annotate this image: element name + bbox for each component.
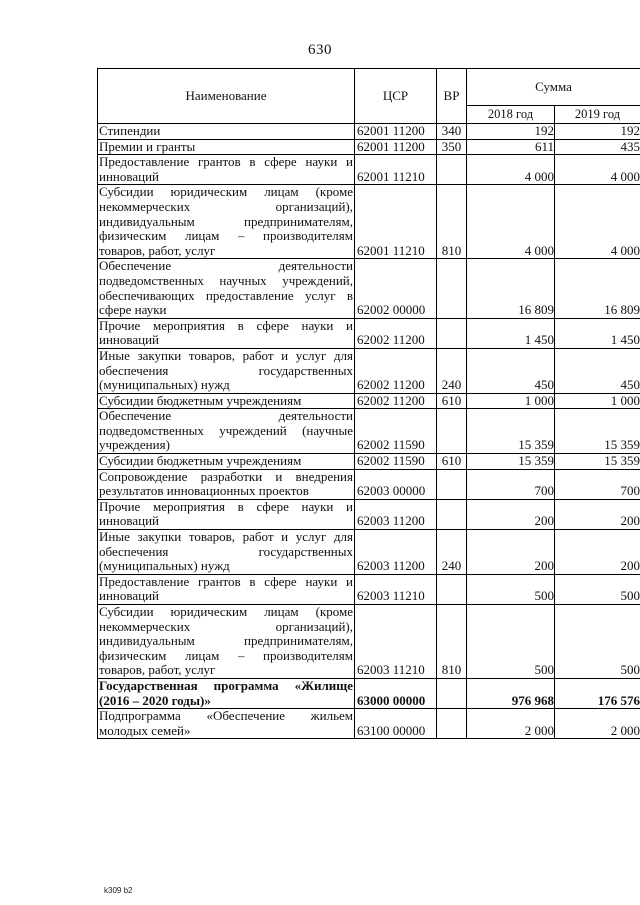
row-vr (437, 409, 467, 454)
row-vr (437, 499, 467, 529)
table-row (98, 530, 640, 575)
row-name: Предоставление грантов в сфере науки и инноваций (99, 154, 353, 184)
row-sum-2019: 4 000 (555, 185, 640, 259)
row-name: Субсидии юридическим лицам (кроме некоммерческих организаций), индивидуальным предпринимателям, физическим лицам – производителям товаров, работ, услуг (99, 184, 353, 258)
row-sum-2018: 611 (467, 139, 555, 155)
row-csr: 62002 11200 (355, 348, 437, 393)
row-sum-2019: 1 450 (555, 318, 640, 348)
row-name: Субсидии бюджетным учреждениям (98, 393, 355, 409)
row-sum-2018: 4 000 (467, 155, 555, 185)
row-vr: 340 (437, 124, 467, 140)
header-name: Наименование (98, 69, 355, 124)
row-sum-2019: 192 (555, 124, 640, 140)
row-sum-2018: 1 000 (467, 393, 555, 409)
row-sum-2019: 450 (555, 348, 640, 393)
row-sum-2019: 4 000 (555, 155, 640, 185)
table-row (98, 469, 640, 499)
row-sum-2019: 200 (555, 530, 640, 575)
row-sum-2018: 200 (467, 530, 555, 575)
footer-code: k309 b2 (104, 886, 133, 895)
budget-table (97, 68, 640, 739)
row-vr: 810 (437, 185, 467, 259)
row-vr (437, 155, 467, 185)
table-row (98, 259, 640, 318)
table-row (98, 678, 640, 708)
row-sum-2018: 976 968 (467, 678, 555, 708)
row-name: Премии и гранты (98, 139, 355, 155)
table-row (98, 393, 640, 409)
row-vr: 610 (437, 393, 467, 409)
row-csr: 62002 11200 (355, 393, 437, 409)
table-row (98, 139, 640, 155)
row-sum-2018: 200 (467, 499, 555, 529)
row-sum-2018: 700 (467, 469, 555, 499)
table-row (98, 155, 640, 185)
table-body (98, 124, 640, 739)
row-csr: 63100 00000 (355, 709, 437, 739)
row-sum-2019: 200 (555, 499, 640, 529)
row-csr: 62001 11200 (355, 139, 437, 155)
row-sum-2019: 500 (555, 574, 640, 604)
header-year-2018: 2018 год (467, 105, 555, 123)
row-sum-2019: 700 (555, 469, 640, 499)
row-name: Прочие мероприятия в сфере науки и инноваций (99, 499, 353, 529)
row-name: Иные закупки товаров, работ и услуг для обеспечения государственных (муниципальных) нужд (99, 348, 353, 393)
row-name: Государственная программа «Жилище (2016 – 2020 годы)» (99, 678, 353, 708)
table-row (98, 454, 640, 470)
row-vr: 240 (437, 348, 467, 393)
table-row (98, 185, 640, 259)
row-csr: 62001 11210 (355, 185, 437, 259)
table-row (98, 409, 640, 454)
row-name: Стипендии (98, 124, 355, 140)
row-sum-2018: 16 809 (467, 259, 555, 318)
row-vr: 240 (437, 530, 467, 575)
table-row (98, 574, 640, 604)
row-csr: 62003 11200 (355, 499, 437, 529)
header-sum: Сумма (467, 69, 640, 106)
table-row (98, 348, 640, 393)
row-sum-2019: 500 (555, 605, 640, 679)
row-sum-2019: 15 359 (555, 454, 640, 470)
row-csr: 62002 00000 (355, 259, 437, 318)
row-sum-2019: 1 000 (555, 393, 640, 409)
row-csr: 62002 11590 (355, 454, 437, 470)
row-sum-2018: 500 (467, 574, 555, 604)
table-row (98, 499, 640, 529)
row-name: Прочие мероприятия в сфере науки и инноваций (99, 318, 353, 348)
table-row (98, 709, 640, 739)
header-csr: ЦСР (355, 69, 437, 124)
row-csr: 62003 11210 (355, 605, 437, 679)
row-sum-2018: 192 (467, 124, 555, 140)
row-name: Подпрограмма «Обеспечение жильем молодых семей» (99, 708, 353, 738)
row-csr: 62001 11200 (355, 124, 437, 140)
row-sum-2018: 15 359 (467, 409, 555, 454)
row-sum-2019: 15 359 (555, 409, 640, 454)
header-vr: ВР (437, 69, 467, 124)
row-name: Субсидии юридическим лицам (кроме некоммерческих организаций), индивидуальным предпринимателям, физическим лицам – производителям товаров, работ, услуг (99, 604, 353, 678)
row-csr: 62001 11210 (355, 155, 437, 185)
row-vr (437, 678, 467, 708)
row-csr: 62002 11590 (355, 409, 437, 454)
row-name: Субсидии бюджетным учреждениям (98, 454, 355, 470)
row-name: Обеспечение деятельности подведомственных научных учреждений, обеспечивающих предоставление услуг в сфере науки (99, 258, 353, 318)
row-sum-2018: 1 450 (467, 318, 555, 348)
row-csr: 63000 00000 (355, 678, 437, 708)
row-sum-2019: 435 (555, 139, 640, 155)
header-year-2019: 2019 год (555, 105, 640, 123)
row-vr: 810 (437, 605, 467, 679)
row-name: Иные закупки товаров, работ и услуг для обеспечения государственных (муниципальных) нужд (99, 529, 353, 574)
row-sum-2018: 15 359 (467, 454, 555, 470)
row-sum-2018: 2 000 (467, 709, 555, 739)
row-csr: 62003 11210 (355, 574, 437, 604)
table-row (98, 605, 640, 679)
row-vr: 610 (437, 454, 467, 470)
row-csr: 62003 11200 (355, 530, 437, 575)
page-number: 630 (308, 42, 332, 58)
row-csr: 62003 00000 (355, 469, 437, 499)
row-vr (437, 318, 467, 348)
row-sum-2019: 2 000 (555, 709, 640, 739)
row-sum-2019: 16 809 (555, 259, 640, 318)
table-row (98, 318, 640, 348)
row-csr: 62002 11200 (355, 318, 437, 348)
row-name: Обеспечение деятельности подведомственных учреждений (научные учреждения) (99, 408, 353, 453)
row-vr (437, 469, 467, 499)
row-name: Сопровождение разработки и внедрения результатов инновационных проектов (99, 469, 353, 499)
row-name: Предоставление грантов в сфере науки и инноваций (99, 574, 353, 604)
row-sum-2018: 450 (467, 348, 555, 393)
row-vr: 350 (437, 139, 467, 155)
row-vr (437, 574, 467, 604)
row-vr (437, 259, 467, 318)
row-sum-2018: 500 (467, 605, 555, 679)
row-sum-2018: 4 000 (467, 185, 555, 259)
row-vr (437, 709, 467, 739)
table-row (98, 124, 640, 140)
row-sum-2019: 176 576 (555, 678, 640, 708)
